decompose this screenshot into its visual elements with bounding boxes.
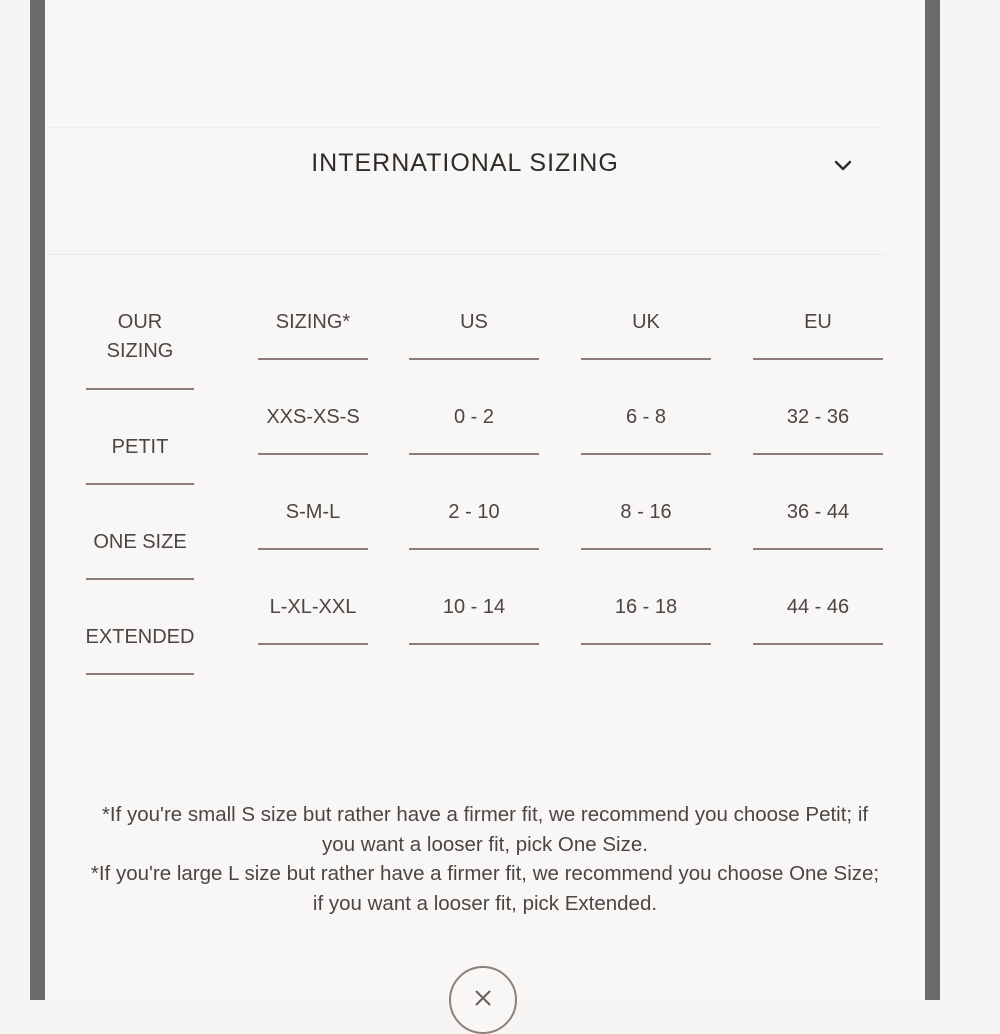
- cell-sizing: XXS-XS-S: [266, 406, 360, 428]
- modal-frame-right: [925, 0, 940, 1000]
- row-label-one-size: ONE SIZE: [93, 531, 187, 553]
- row-underline: [258, 453, 368, 455]
- row-underline: [409, 643, 539, 645]
- international-sizing-accordion[interactable]: [45, 128, 885, 255]
- header-our-sizing-text: OUR SIZING: [106, 311, 174, 362]
- close-icon: [471, 986, 495, 1010]
- sizing-footnotes: [85, 800, 885, 918]
- header-us: US: [460, 311, 488, 333]
- row-underline: [258, 643, 368, 645]
- modal-frame-left: [30, 0, 45, 1000]
- cell-eu: 36 - 44: [786, 501, 850, 523]
- footnote-large: *If you're large L size but rather have a firmer fit, we recommend you choose One Size; if you want a looser fit, pick Extended.: [90, 862, 880, 915]
- row-underline: [581, 453, 711, 455]
- row-underline: [753, 453, 883, 455]
- header-underline: [581, 358, 711, 360]
- row-underline: [409, 548, 539, 550]
- row-underline: [409, 453, 539, 455]
- cell-sizing: L-XL-XXL: [269, 596, 357, 618]
- row-label-petit: PETIT: [111, 436, 169, 458]
- row-label-extended: EXTENDED: [85, 626, 195, 648]
- row-underline: [753, 548, 883, 550]
- cell-us: 0 - 2: [453, 406, 495, 428]
- header-eu: EU: [804, 311, 832, 333]
- row-underline: [86, 673, 194, 675]
- row-underline: [86, 483, 194, 485]
- header-underline: [409, 358, 539, 360]
- chevron-down-icon[interactable]: [833, 156, 853, 176]
- header-underline: [258, 358, 368, 360]
- header-underline: [86, 388, 194, 390]
- header-underline: [753, 358, 883, 360]
- accordion-title: INTERNATIONAL SIZING: [311, 149, 619, 177]
- row-underline: [86, 578, 194, 580]
- cell-uk: 6 - 8: [625, 406, 667, 428]
- cell-us: 2 - 10: [448, 501, 500, 523]
- cell-sizing: S-M-L: [285, 501, 341, 523]
- cell-uk: 8 - 16: [620, 501, 672, 523]
- header-sizing: SIZING*: [275, 311, 351, 333]
- cell-uk: 16 - 18: [614, 596, 678, 618]
- header-uk: UK: [632, 311, 660, 333]
- close-button[interactable]: [449, 966, 517, 1034]
- row-underline: [581, 548, 711, 550]
- row-underline: [258, 548, 368, 550]
- size-guide-modal: [45, 0, 925, 1000]
- row-underline: [581, 643, 711, 645]
- cell-eu: 44 - 46: [786, 596, 850, 618]
- cell-us: 10 - 14: [442, 596, 506, 618]
- footnote-small: *If you're small S size but rather have a firmer fit, we recommend you choose Petit; if you want a looser fit, pick One Size.: [101, 803, 869, 856]
- cell-eu: 32 - 36: [786, 406, 850, 428]
- header-our-sizing: [80, 308, 200, 366]
- row-underline: [753, 643, 883, 645]
